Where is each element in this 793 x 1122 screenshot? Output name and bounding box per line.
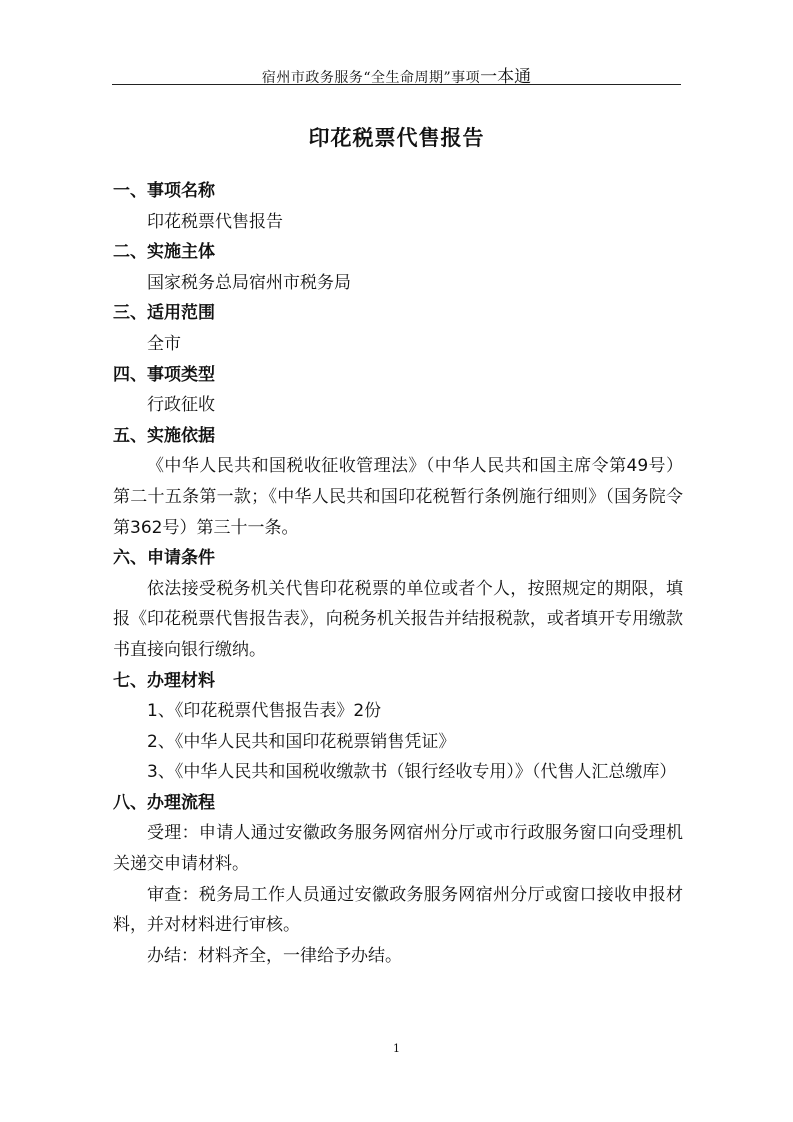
section-heading: 七、办理材料 — [113, 670, 215, 691]
process-step: 受理：申请人通过安徽政务服务网宿州分厅或市行政服务窗口向受理机关递交申请材料。 — [113, 823, 683, 875]
section-heading: 四、事项类型 — [113, 364, 215, 385]
material-item: 3、《中华人民共和国税收缴款书（银行经收专用）》（代售人汇总缴库） — [147, 762, 677, 783]
section-heading: 二、实施主体 — [113, 242, 215, 263]
header-divider — [112, 84, 681, 85]
header-text: 宿州市政务服务“全生命周期”事项 — [261, 70, 481, 86]
section-heading: 三、适用范围 — [113, 303, 215, 324]
section-paragraph: 国家税务总局宿州市税务局 — [147, 272, 351, 293]
document-body — [113, 176, 683, 971]
process-step: 办结：材料齐全，一律给予办结。 — [147, 945, 402, 966]
section-paragraph: 行政征收 — [147, 395, 215, 416]
material-item: 2、《中华人民共和国印花税票销售凭证》 — [147, 731, 456, 752]
section-heading: 六、申请条件 — [113, 548, 215, 569]
section-heading: 八、办理流程 — [113, 792, 215, 813]
document-title: 印花税票代售报告 — [308, 126, 485, 150]
section-paragraph: 依法接受税务机关代售印花税票的单位或者个人，按照规定的期限，填报《印花税票代售报告表》，向税务机关报告并结报税款，或者填开专用缴款书直接向银行缴纳。 — [113, 578, 683, 660]
material-item: 1、《印花税票代售报告表》2份 — [147, 701, 382, 722]
section-paragraph: 《中华人民共和国税收征收管理法》（中华人民共和国主席令第49号）第二十五条第一款；《中华人民共和国印花税暂行条例施行细则》（国务院令第362号）第三十一条。 — [113, 456, 683, 538]
process-step: 审查：税务局工作人员通过安徽政务服务网宿州分厅或窗口接收申报材料，并对材料进行审核。 — [113, 884, 683, 936]
page-number: 1 — [393, 1042, 400, 1055]
section-heading: 五、实施依据 — [113, 425, 215, 446]
header-tail: 一本通 — [480, 67, 532, 87]
section-paragraph: 印花税票代售报告 — [147, 211, 283, 232]
section-heading: 一、事项名称 — [113, 181, 215, 201]
section-paragraph: 全市 — [147, 333, 181, 354]
